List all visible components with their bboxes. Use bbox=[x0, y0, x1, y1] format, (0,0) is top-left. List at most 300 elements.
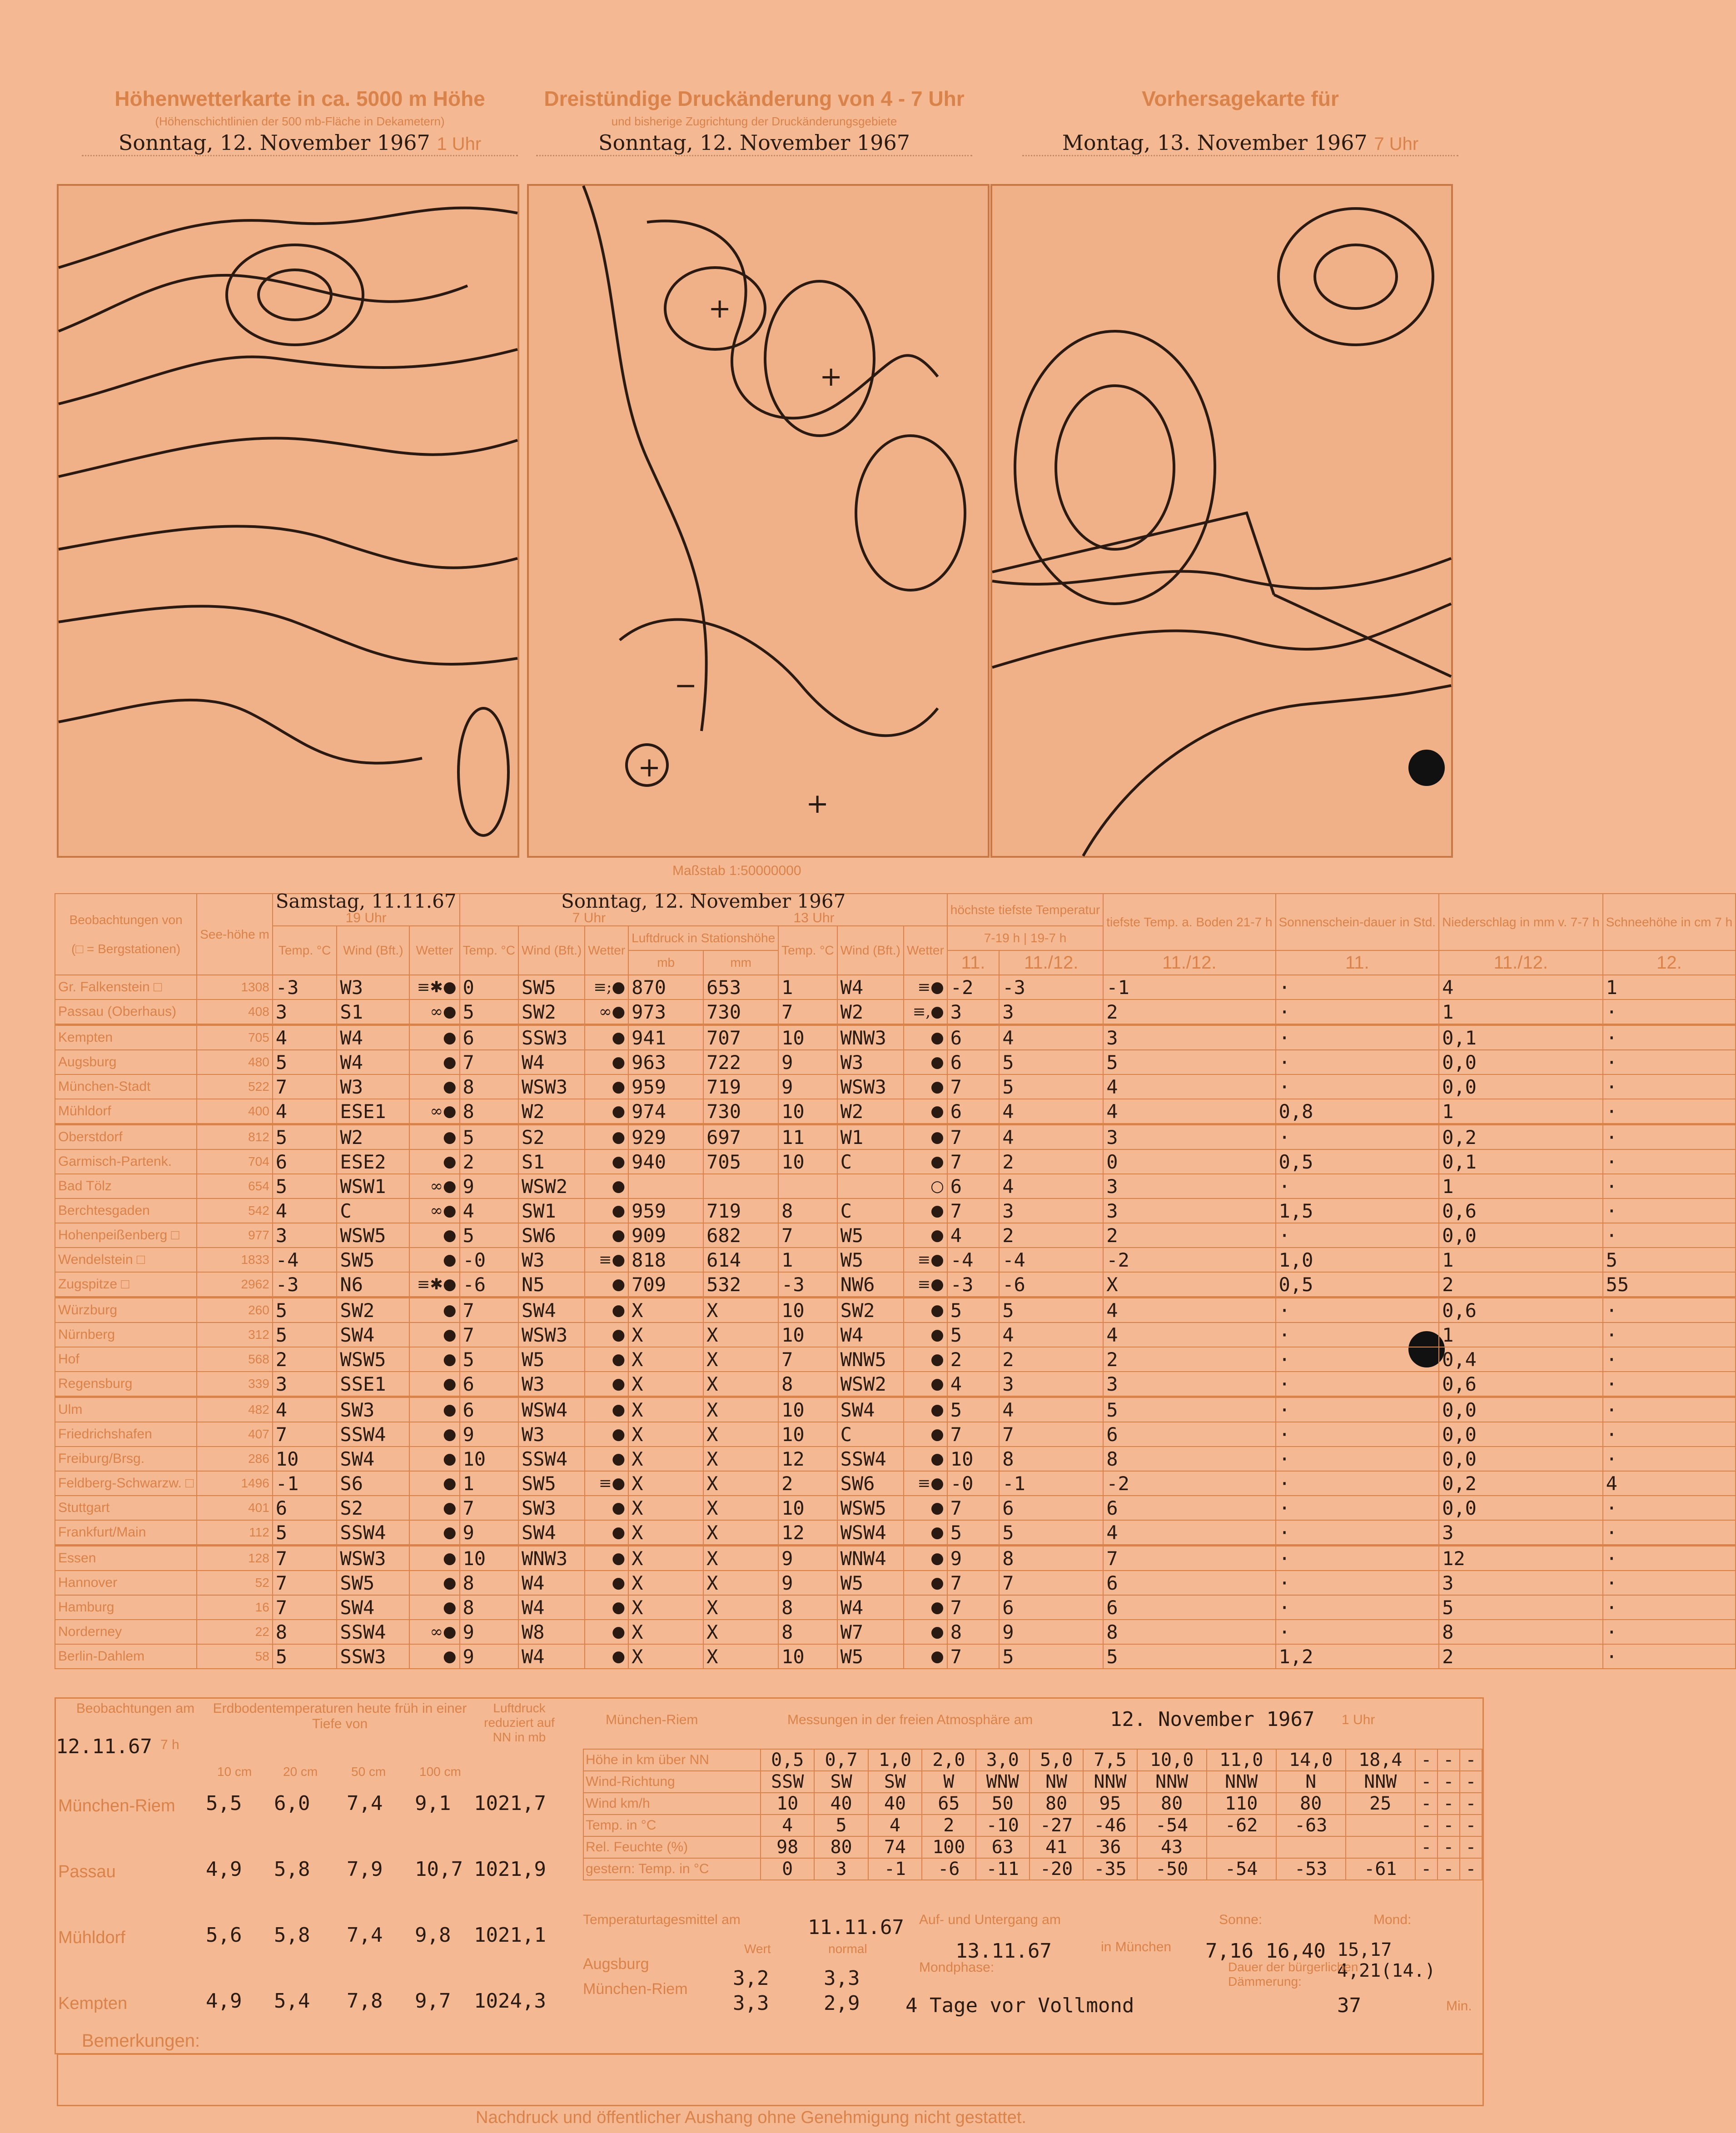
aero-value: - bbox=[1438, 1836, 1460, 1858]
header-title: Dreistündige Druckänderung von 4 - 7 Uhr bbox=[544, 87, 965, 110]
station-height: 704 bbox=[197, 1149, 273, 1174]
weather-symbol: ● bbox=[585, 1546, 628, 1571]
weather-symbol: ● bbox=[904, 1372, 947, 1397]
cell-value: · bbox=[1603, 1372, 1736, 1397]
cell-value: 7 bbox=[1103, 1546, 1275, 1571]
cell-value: 8 bbox=[460, 1595, 518, 1620]
weather-symbol: ● bbox=[409, 1025, 459, 1050]
cell-value: 6 bbox=[460, 1372, 518, 1397]
cell-value: -3 bbox=[273, 975, 337, 999]
aero-label: Rel. Feuchte (%) bbox=[583, 1836, 761, 1858]
soil-value: 4,9 bbox=[206, 1989, 242, 2013]
cell-value: · bbox=[1603, 1546, 1736, 1571]
cell-value: 0,1 bbox=[1439, 1149, 1603, 1174]
cell-value: 7 bbox=[460, 1496, 518, 1520]
cell-value: X bbox=[628, 1471, 703, 1496]
pressure-change-contours bbox=[529, 186, 988, 856]
cell-value: X bbox=[703, 1471, 778, 1496]
cell-value: W3 bbox=[518, 1372, 585, 1397]
aero-value: -63 bbox=[1276, 1815, 1346, 1836]
station-height: 522 bbox=[197, 1074, 273, 1099]
cell-value: 4 bbox=[1103, 1520, 1275, 1546]
cell-value: 8 bbox=[1103, 1620, 1275, 1644]
station-name: Passau (Oberhaus) bbox=[55, 999, 197, 1025]
cell-value: 0,0 bbox=[1439, 1447, 1603, 1471]
header-upper-air bbox=[82, 86, 518, 156]
cell-value: W3 bbox=[518, 1248, 585, 1272]
cell-value: · bbox=[1276, 1347, 1439, 1372]
header-forecast bbox=[1022, 86, 1458, 156]
weather-symbol: ● bbox=[585, 1595, 628, 1620]
cell-value: · bbox=[1276, 1372, 1439, 1397]
aero-value: 25 bbox=[1346, 1793, 1415, 1815]
cell-value: SSW4 bbox=[337, 1422, 409, 1447]
weather-symbol: ○ bbox=[904, 1174, 947, 1198]
cell-value: 7 bbox=[778, 1223, 837, 1248]
weather-symbol: ≡✱● bbox=[409, 1272, 459, 1298]
cell-value: 2 bbox=[947, 1347, 999, 1372]
aero-value: 1,0 bbox=[868, 1749, 922, 1771]
cell-value: 5 bbox=[999, 1298, 1103, 1323]
header-title: Vorhersagekarte für bbox=[1142, 87, 1339, 110]
cell-value: 10 bbox=[778, 1149, 837, 1174]
cell-value: 6 bbox=[273, 1149, 337, 1174]
station-height: 480 bbox=[197, 1050, 273, 1074]
weather-symbol: ● bbox=[409, 1372, 459, 1397]
station-name: Regensburg bbox=[55, 1372, 197, 1397]
cell-value: SW4 bbox=[337, 1595, 409, 1620]
cell-value: SW5 bbox=[518, 975, 585, 999]
cell-value: 1 bbox=[778, 975, 837, 999]
cell-value: 2 bbox=[1103, 1223, 1275, 1248]
cell-value: X bbox=[703, 1447, 778, 1471]
aero-value: -10 bbox=[976, 1815, 1030, 1836]
weather-symbol: ● bbox=[585, 1644, 628, 1669]
aero-row bbox=[583, 1836, 1482, 1858]
cell-value: SW5 bbox=[337, 1571, 409, 1595]
cell-value: 3 bbox=[273, 1372, 337, 1397]
cell-value: X bbox=[628, 1546, 703, 1571]
cell-value: 7 bbox=[778, 999, 837, 1025]
cell-value: W2 bbox=[837, 1099, 904, 1124]
aero-row bbox=[583, 1749, 1482, 1771]
weather-symbol: ● bbox=[585, 1323, 628, 1347]
cell-value: 4 bbox=[1439, 975, 1603, 999]
cell-value: SSE1 bbox=[337, 1372, 409, 1397]
cell-value: 2 bbox=[273, 1347, 337, 1372]
cell-value: 9 bbox=[778, 1571, 837, 1595]
cell-value: 3 bbox=[947, 999, 999, 1025]
station-height: 339 bbox=[197, 1372, 273, 1397]
aero-value: 3,0 bbox=[976, 1749, 1030, 1771]
cell-value: 4 bbox=[273, 1025, 337, 1050]
cell-value: X bbox=[703, 1422, 778, 1447]
cell-value: WSW3 bbox=[337, 1546, 409, 1571]
soil-station: Mühldorf bbox=[58, 1928, 125, 1947]
aero-value: NW bbox=[1030, 1771, 1083, 1793]
table-row bbox=[55, 1198, 1736, 1223]
cell-value: · bbox=[1603, 1298, 1736, 1323]
cell-value: 722 bbox=[703, 1050, 778, 1074]
cell-value: 870 bbox=[628, 975, 703, 999]
aero-value bbox=[1346, 1815, 1415, 1836]
remarks-box bbox=[57, 2053, 1484, 2106]
cell-value: 973 bbox=[628, 999, 703, 1025]
cell-value: WSW2 bbox=[837, 1372, 904, 1397]
table-row bbox=[55, 1471, 1736, 1496]
station-name: Ulm bbox=[55, 1397, 197, 1422]
cell-value: 959 bbox=[628, 1074, 703, 1099]
table-row bbox=[55, 1347, 1736, 1372]
cell-value: X bbox=[703, 1323, 778, 1347]
soil-value: 1021,1 bbox=[474, 1924, 546, 1947]
weather-symbol: ∞● bbox=[409, 1620, 459, 1644]
cell-value: X bbox=[628, 1372, 703, 1397]
weather-symbol: ≡● bbox=[904, 1471, 947, 1496]
aero-value: - bbox=[1415, 1858, 1438, 1880]
aero-value: NNW bbox=[1083, 1771, 1137, 1793]
weather-symbol: ● bbox=[585, 1620, 628, 1644]
cell-value: -2 bbox=[947, 975, 999, 999]
cell-value: 2 bbox=[999, 1149, 1103, 1174]
cell-value: · bbox=[1603, 1099, 1736, 1124]
cell-value: 8 bbox=[778, 1620, 837, 1644]
cell-value: 1,5 bbox=[1276, 1198, 1439, 1223]
cell-value: W4 bbox=[518, 1595, 585, 1620]
cell-value: -4 bbox=[273, 1248, 337, 1272]
cell-value: 1,2 bbox=[1276, 1644, 1439, 1669]
cell-value: 0,6 bbox=[1439, 1298, 1603, 1323]
aero-value: -35 bbox=[1083, 1858, 1137, 1880]
cell-value: X bbox=[628, 1644, 703, 1669]
weather-symbol: ● bbox=[409, 1149, 459, 1174]
cell-value: W5 bbox=[837, 1248, 904, 1272]
weather-symbol: ● bbox=[585, 1272, 628, 1298]
header-title: Höhenwetterkarte in ca. 5000 m Höhe bbox=[114, 87, 485, 110]
table-row bbox=[55, 1124, 1736, 1150]
aero-value: 2 bbox=[922, 1815, 975, 1836]
weather-symbol: ● bbox=[409, 1223, 459, 1248]
aero-value: -50 bbox=[1137, 1858, 1207, 1880]
cell-value: · bbox=[1603, 1347, 1736, 1372]
cell-value: X bbox=[703, 1595, 778, 1620]
aero-row bbox=[583, 1858, 1482, 1880]
cell-value: 12 bbox=[778, 1520, 837, 1546]
cell-value: · bbox=[1603, 1198, 1736, 1223]
weather-symbol: ● bbox=[409, 1422, 459, 1447]
aero-value: 0,5 bbox=[761, 1749, 814, 1771]
weather-symbol: ● bbox=[904, 1050, 947, 1074]
station-height: 112 bbox=[197, 1520, 273, 1546]
cell-value bbox=[628, 1174, 703, 1198]
weather-symbol: ● bbox=[585, 1074, 628, 1099]
weather-symbol: ● bbox=[904, 1644, 947, 1669]
cell-value: 11 bbox=[778, 1124, 837, 1150]
aero-value: NNW bbox=[1207, 1771, 1276, 1793]
cell-value: 3 bbox=[999, 1198, 1103, 1223]
cell-value: W5 bbox=[837, 1644, 904, 1669]
weather-symbol: ● bbox=[409, 1520, 459, 1546]
cell-value: -2 bbox=[1103, 1471, 1275, 1496]
cell-value: · bbox=[1603, 1323, 1736, 1347]
weather-symbol: ● bbox=[904, 1520, 947, 1546]
cell-value: 7 bbox=[273, 1571, 337, 1595]
cell-value: · bbox=[1276, 1496, 1439, 1520]
table-row bbox=[55, 1099, 1736, 1124]
cell-value: C bbox=[337, 1198, 409, 1223]
cell-value: S1 bbox=[518, 1149, 585, 1174]
cell-value: 5 bbox=[1439, 1595, 1603, 1620]
station-height: 482 bbox=[197, 1397, 273, 1422]
cell-value: 0,0 bbox=[1439, 1050, 1603, 1074]
cell-value: W4 bbox=[337, 1025, 409, 1050]
cell-value: ESE2 bbox=[337, 1149, 409, 1174]
station-height: 401 bbox=[197, 1496, 273, 1520]
cell-value: · bbox=[1276, 1520, 1439, 1546]
cell-value: 8 bbox=[1103, 1447, 1275, 1471]
cell-value: 709 bbox=[628, 1272, 703, 1298]
weather-symbol: ● bbox=[585, 1223, 628, 1248]
upper-air-contours bbox=[59, 186, 517, 856]
soil-value: 7,4 bbox=[347, 1792, 383, 1815]
cell-value: 8 bbox=[1439, 1620, 1603, 1644]
cell-value: W1 bbox=[837, 1124, 904, 1150]
station-name: Berlin-Dahlem bbox=[55, 1644, 197, 1669]
aero-value: - bbox=[1415, 1836, 1438, 1858]
cell-value: 9 bbox=[460, 1520, 518, 1546]
cell-value: 697 bbox=[703, 1124, 778, 1150]
soil-value: 7,4 bbox=[347, 1924, 383, 1947]
aero-value: - bbox=[1438, 1793, 1460, 1815]
cell-value: X bbox=[703, 1644, 778, 1669]
cell-value: 5 bbox=[460, 1124, 518, 1150]
cell-value: X bbox=[628, 1520, 703, 1546]
cell-value: -3 bbox=[778, 1272, 837, 1298]
cell-value: 5 bbox=[273, 1644, 337, 1669]
header-subtitle: (Höhenschichtlinien der 500 mb-Fläche in Dekametern) bbox=[155, 114, 445, 128]
table-row bbox=[55, 1050, 1736, 1074]
aero-value: - bbox=[1415, 1815, 1438, 1836]
cell-value: 3 bbox=[999, 999, 1103, 1025]
table-row bbox=[55, 1372, 1736, 1397]
map-pressure-change bbox=[527, 184, 990, 858]
cell-value: N5 bbox=[518, 1272, 585, 1298]
cell-value: · bbox=[1603, 1124, 1736, 1150]
cell-value: 8 bbox=[460, 1571, 518, 1595]
cell-value: · bbox=[1603, 1050, 1736, 1074]
table-row bbox=[55, 1248, 1736, 1272]
cell-value: WNW3 bbox=[518, 1546, 585, 1571]
cell-value: 1 bbox=[1439, 1323, 1603, 1347]
cell-value: 9 bbox=[778, 1050, 837, 1074]
cell-value: X bbox=[628, 1422, 703, 1447]
station-name: Stuttgart bbox=[55, 1496, 197, 1520]
cell-value: 10 bbox=[778, 1298, 837, 1323]
cell-value: X bbox=[703, 1496, 778, 1520]
weather-symbol: ● bbox=[585, 1149, 628, 1174]
cell-value: · bbox=[1276, 1074, 1439, 1099]
cell-value: · bbox=[1603, 1644, 1736, 1669]
cell-value: -1 bbox=[999, 1471, 1103, 1496]
aero-value: 5 bbox=[814, 1815, 868, 1836]
table-row bbox=[55, 1074, 1736, 1099]
cell-value: WSW2 bbox=[518, 1174, 585, 1198]
weather-symbol: ● bbox=[904, 1620, 947, 1644]
aero-value: - bbox=[1415, 1771, 1438, 1793]
table-row bbox=[55, 1595, 1736, 1620]
cell-value: 7 bbox=[460, 1050, 518, 1074]
cell-value: 5 bbox=[1103, 1397, 1275, 1422]
cell-value: -6 bbox=[460, 1272, 518, 1298]
station-height: 312 bbox=[197, 1323, 273, 1347]
weather-symbol: ≡● bbox=[904, 975, 947, 999]
cell-value: 2 bbox=[1439, 1272, 1603, 1298]
table-row bbox=[55, 1546, 1736, 1571]
aero-value: 7,5 bbox=[1083, 1749, 1137, 1771]
cell-value: 4 bbox=[999, 1323, 1103, 1347]
table-row bbox=[55, 1447, 1736, 1471]
cell-value: 7 bbox=[273, 1422, 337, 1447]
cell-value: 4 bbox=[460, 1198, 518, 1223]
aero-value: 18,4 bbox=[1346, 1749, 1415, 1771]
weather-symbol: ● bbox=[904, 1447, 947, 1471]
cell-value: 7 bbox=[460, 1298, 518, 1323]
station-name: Norderney bbox=[55, 1620, 197, 1644]
remarks-label: Bemerkungen: bbox=[82, 2031, 200, 2051]
cell-value: · bbox=[1276, 1050, 1439, 1074]
cell-value: · bbox=[1276, 1595, 1439, 1620]
cell-value bbox=[703, 1174, 778, 1198]
cell-value: 4 bbox=[273, 1198, 337, 1223]
cell-value: C bbox=[837, 1149, 904, 1174]
cell-value: X bbox=[703, 1546, 778, 1571]
cell-value: 6 bbox=[273, 1496, 337, 1520]
cell-value: 1 bbox=[1439, 1099, 1603, 1124]
aero-value: 100 bbox=[922, 1836, 975, 1858]
cell-value: 4 bbox=[999, 1397, 1103, 1422]
weather-symbol: ≡● bbox=[904, 1272, 947, 1298]
cell-value: -2 bbox=[1103, 1248, 1275, 1272]
soil-value: 1021,7 bbox=[474, 1792, 546, 1815]
cell-value: SW3 bbox=[337, 1397, 409, 1422]
aero-value: - bbox=[1438, 1815, 1460, 1836]
station-name: Kempten bbox=[55, 1025, 197, 1050]
aero-value: -1 bbox=[868, 1858, 922, 1880]
cell-value: X bbox=[703, 1397, 778, 1422]
cell-value: 4 bbox=[1103, 1099, 1275, 1124]
cell-value: W7 bbox=[837, 1620, 904, 1644]
map-upper-air bbox=[57, 184, 519, 858]
cell-value: 0,0 bbox=[1439, 1074, 1603, 1099]
cell-value: 4 bbox=[999, 1099, 1103, 1124]
aero-value: W bbox=[922, 1771, 975, 1793]
aero-value: 14,0 bbox=[1276, 1749, 1346, 1771]
cell-value: WSW5 bbox=[837, 1496, 904, 1520]
soil-temp-label: Erdbodentemperaturen heute früh in einer Tiefe von bbox=[213, 1701, 467, 1731]
cell-value: X bbox=[1103, 1272, 1275, 1298]
station-name: Wendelstein □ bbox=[55, 1248, 197, 1272]
cell-value: 5 bbox=[273, 1050, 337, 1074]
cell-value: · bbox=[1603, 999, 1736, 1025]
cell-value: 10 bbox=[778, 1099, 837, 1124]
cell-value: 4 bbox=[999, 1025, 1103, 1050]
cell-value: W3 bbox=[337, 975, 409, 999]
cell-value: 12 bbox=[1439, 1546, 1603, 1571]
cell-value: · bbox=[1603, 1520, 1736, 1546]
soil-station: München-Riem bbox=[58, 1796, 175, 1815]
aero-value: 110 bbox=[1207, 1793, 1276, 1815]
map-scale: Maßstab 1:50000000 bbox=[672, 863, 801, 878]
station-height: 568 bbox=[197, 1347, 273, 1372]
weather-symbol: ● bbox=[904, 1323, 947, 1347]
cell-value: 0,5 bbox=[1276, 1149, 1439, 1174]
soil-value: 5,5 bbox=[206, 1792, 242, 1815]
cell-value: X bbox=[628, 1323, 703, 1347]
weather-symbol: ● bbox=[409, 1644, 459, 1669]
cell-value: 10 bbox=[778, 1397, 837, 1422]
cell-value: 6 bbox=[999, 1496, 1103, 1520]
cell-value: W5 bbox=[837, 1223, 904, 1248]
aero-value: 80 bbox=[1030, 1793, 1083, 1815]
cell-value: 2 bbox=[1439, 1644, 1603, 1669]
weather-symbol: ● bbox=[585, 1422, 628, 1447]
table-row bbox=[55, 1644, 1736, 1669]
cell-value: · bbox=[1276, 1174, 1439, 1198]
weather-symbol: ≡✱● bbox=[409, 975, 459, 999]
cell-value: 10 bbox=[778, 1496, 837, 1520]
cell-value: 6 bbox=[1103, 1422, 1275, 1447]
cell-value: 4 bbox=[273, 1099, 337, 1124]
station-name: Gr. Falkenstein □ bbox=[55, 975, 197, 999]
cell-value: -1 bbox=[273, 1471, 337, 1496]
cell-value: 9 bbox=[778, 1074, 837, 1099]
soil-value: 9,1 bbox=[415, 1792, 451, 1815]
weather-symbol: ● bbox=[585, 1174, 628, 1198]
aero-value: - bbox=[1438, 1858, 1460, 1880]
cell-value: SW4 bbox=[518, 1298, 585, 1323]
observation-rows bbox=[55, 975, 1736, 1669]
cell-value: 5 bbox=[999, 1074, 1103, 1099]
header-subtitle: und bisherige Zugrichtung der Druckänderungsgebiete bbox=[611, 114, 897, 128]
cell-value: 818 bbox=[628, 1248, 703, 1272]
cell-value: 3 bbox=[1439, 1571, 1603, 1595]
cell-value: X bbox=[628, 1447, 703, 1471]
cell-value: 2 bbox=[460, 1149, 518, 1174]
station-name: Garmisch-Partenk. bbox=[55, 1149, 197, 1174]
aero-value: 10,0 bbox=[1137, 1749, 1207, 1771]
cell-value: 1 bbox=[460, 1471, 518, 1496]
cell-value: 10 bbox=[460, 1546, 518, 1571]
cell-value: W4 bbox=[337, 1050, 409, 1074]
aero-value: - bbox=[1460, 1793, 1482, 1815]
weather-symbol: ● bbox=[585, 1298, 628, 1323]
cell-value: 0,6 bbox=[1439, 1372, 1603, 1397]
cell-value: 0,0 bbox=[1439, 1422, 1603, 1447]
weather-symbol: ∞● bbox=[409, 1099, 459, 1124]
aero-value: -46 bbox=[1083, 1815, 1137, 1836]
weather-symbol: ● bbox=[585, 1198, 628, 1223]
weather-symbol: ● bbox=[409, 1298, 459, 1323]
cell-value: 974 bbox=[628, 1099, 703, 1124]
aero-value: 50 bbox=[976, 1793, 1030, 1815]
aero-value: 80 bbox=[814, 1836, 868, 1858]
cell-value: WSW5 bbox=[337, 1223, 409, 1248]
aero-value: - bbox=[1460, 1836, 1482, 1858]
aero-value: - bbox=[1438, 1749, 1460, 1771]
cell-value: SW6 bbox=[518, 1223, 585, 1248]
cell-value: SSW4 bbox=[837, 1447, 904, 1471]
cell-value: -4 bbox=[999, 1248, 1103, 1272]
